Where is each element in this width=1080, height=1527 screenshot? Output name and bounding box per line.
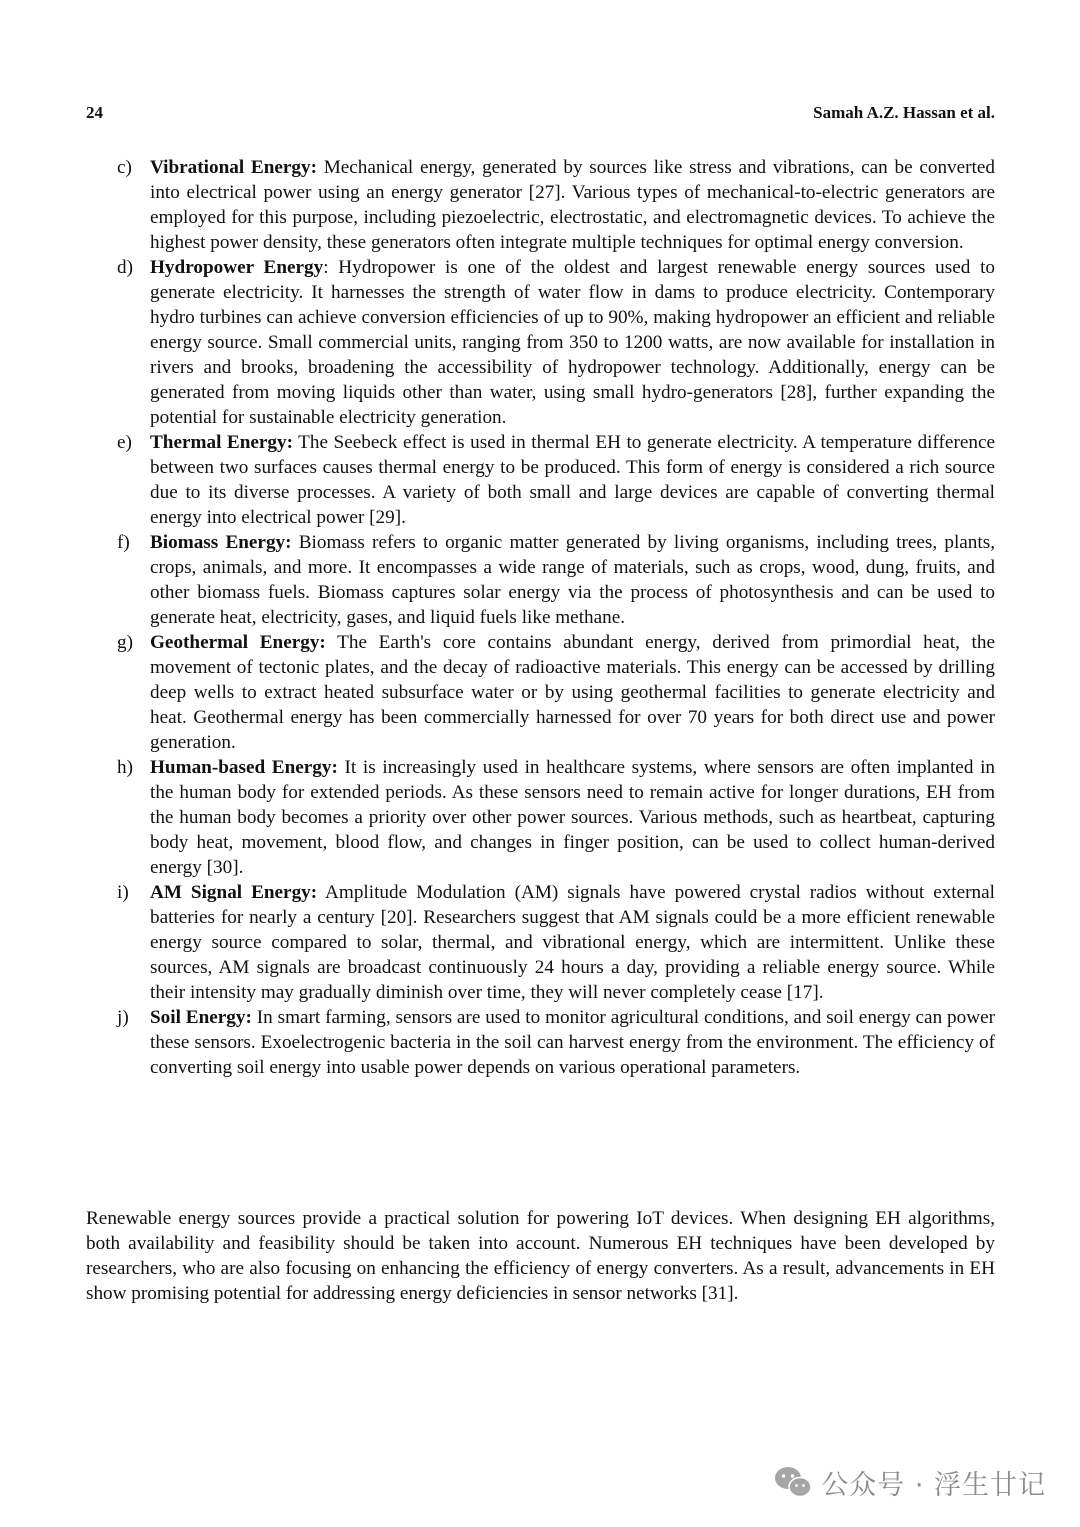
item-text: Amplitude Modulation (AM) signals have powered crystal radios without external batteries for nearly a century [20]. Researchers suggest that AM signals could be a more efficient renewable energy source compared to solar, thermal, and vibrational energy, which are intermittent. Unlike these sources, AM signals are broadcast continuously 24 hours a day, providing a reliable energy source. While their intensity may gradually diminish over time, they will never completely cease [17]. bbox=[150, 882, 995, 1003]
list-item-soil-energy bbox=[86, 1005, 995, 1080]
closing-paragraph: Renewable energy sources provide a practical solution for powering IoT devices. When designing EH algorithms, both availability and feasibility should be taken into account. Numerous EH techniques have been developed by researchers, who are also focusing on enhancing the efficiency of energy converters. As a result, advancements in EH show promising potential for addressing energy deficiencies in sensor networks [31]. bbox=[86, 1208, 995, 1304]
item-term: Vibrational Energy: bbox=[150, 157, 317, 178]
item-term: Human-based Energy: bbox=[150, 757, 338, 778]
list-marker: e) bbox=[117, 432, 132, 453]
item-text: Mechanical energy, generated by sources like stress and vibrations, can be converted into electrical power using an energy generator [27]. Various types of mechanical-to-electric generators are employed for this purpose, including piezoelectric, electrostatic, and electromagnetic devices. To achieve the highest power density, these generators often integrate multiple techniques for optimal energy conversion. bbox=[150, 157, 995, 253]
list-item-human-based-energy bbox=[86, 755, 995, 880]
item-term: Soil Energy: bbox=[150, 1007, 252, 1028]
item-text: In smart farming, sensors are used to monitor agricultural conditions, and soil energy can power these sensors. Exoelectrogenic bacteria in the soil can harvest energy from the environment. The efficiency of converting soil energy into usable power depends on various operational parameters. bbox=[150, 1007, 995, 1078]
wechat-icon bbox=[773, 1465, 813, 1499]
list-item-thermal-energy bbox=[86, 430, 995, 530]
list-item-vibrational-energy bbox=[86, 155, 995, 255]
page-number: 24 bbox=[86, 103, 103, 122]
watermark bbox=[773, 1462, 1046, 1502]
item-term: Geothermal Energy: bbox=[150, 632, 326, 653]
item-term: AM Signal Energy: bbox=[150, 882, 318, 903]
list-marker: f) bbox=[117, 532, 130, 553]
item-text: The Seebeck effect is used in thermal EH to generate electricity. A temperature difference between two surfaces causes thermal energy to be produced. This form of energy is considered a rich source due to its diverse processes. A variety of both small and large devices are capable of converting thermal energy into electrical power [29]. bbox=[150, 432, 995, 528]
energy-source-list bbox=[86, 155, 995, 1080]
running-author: Samah A.Z. Hassan et al. bbox=[813, 103, 995, 122]
list-marker: j) bbox=[117, 1007, 129, 1028]
list-marker: i) bbox=[117, 882, 129, 903]
list-item-biomass-energy bbox=[86, 530, 995, 630]
item-term: Hydropower Energy bbox=[150, 257, 324, 278]
list-marker: d) bbox=[117, 257, 133, 278]
item-text: The Earth's core contains abundant energy, derived from primordial heat, the movement of tectonic plates, and the decay of radioactive materials. This energy can be accessed by drilling deep wells to extract heated subsurface water or by using geothermal facilities to generate electricity and heat. Geothermal energy has been commercially harnessed for over 70 years for both direct use and power generation. bbox=[150, 632, 995, 753]
list-item-geothermal-energy bbox=[86, 630, 995, 755]
item-term: Biomass Energy: bbox=[150, 532, 292, 553]
list-marker: c) bbox=[117, 157, 132, 178]
item-text: It is increasingly used in healthcare systems, where sensors are often implanted in the human body for extended periods. As these sensors need to remain active for longer durations, EH from the human body becomes a priority over other power sources. Various methods, such as heartbeat, capturing body heat, movement, blood flow, and changes in finger position, can be used to collect human-derived energy [30]. bbox=[150, 757, 995, 878]
item-text: Biomass refers to organic matter generated by living organisms, including trees, plants, crops, animals, and more. It encompasses a wide range of materials, such as crops, wood, dung, fruits, and other biomass fuels. Biomass captures solar energy via the process of photosynthesis and can be used to generate heat, electricity, gases, and liquid fuels like methane. bbox=[150, 532, 995, 628]
list-marker: h) bbox=[117, 757, 133, 778]
item-text: : Hydropower is one of the oldest and largest renewable energy sources used to generate electricity. It harnesses the strength of water flow in dams to produce electricity. Contemporary hydro turbines can achieve conversion efficiencies of up to 90%, making hydropower an efficient and reliable energy source. Small commercial units, ranging from 350 to 1200 watts, are now available for installation in rivers and brooks, broadening the accessibility of hydropower technology. Additionally, energy can be generated from moving liquids other than water, using small hydro-generators [28], further expanding the potential for sustainable electricity generation. bbox=[150, 257, 995, 428]
list-item-am-signal-energy bbox=[86, 880, 995, 1005]
item-term: Thermal Energy: bbox=[150, 432, 294, 453]
watermark-text: 公众号 · 浮生廿记 bbox=[821, 1469, 1046, 1501]
list-item-hydropower-energy bbox=[86, 255, 995, 430]
running-header bbox=[86, 103, 995, 127]
list-marker: g) bbox=[117, 632, 133, 653]
